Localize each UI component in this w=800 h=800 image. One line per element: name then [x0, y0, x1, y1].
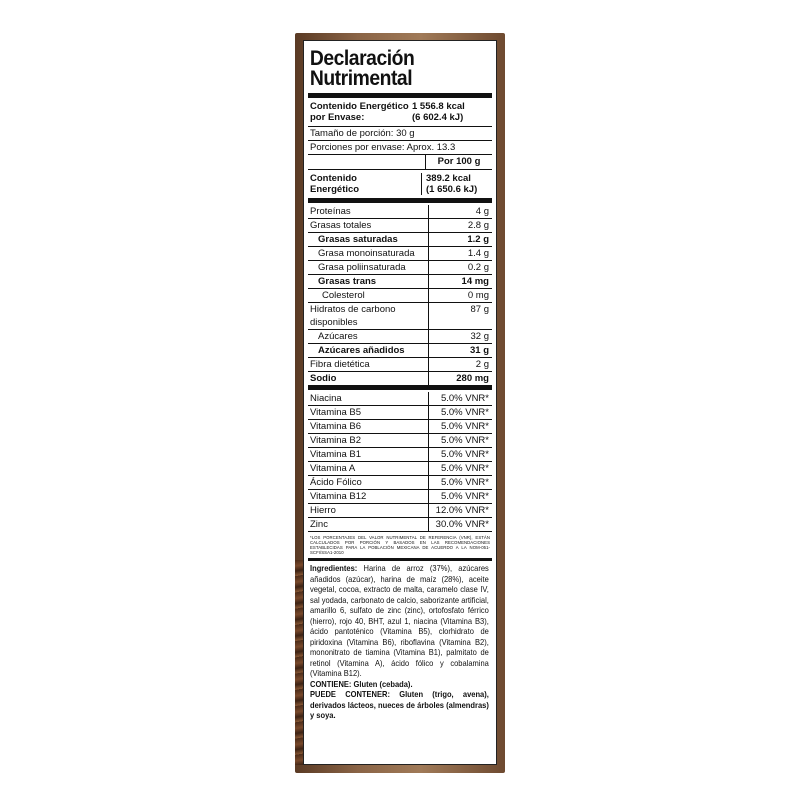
table-row [308, 275, 492, 289]
nutrient-value: 30.0% VNR* [428, 518, 492, 531]
serving-size: Tamaño de porción: 30 g [310, 128, 415, 139]
nutrient-value: 5.0% VNR* [428, 462, 492, 475]
nutrient-value: 31 g [428, 344, 492, 357]
energy-100-kj: (1 650.6 kJ) [426, 184, 478, 195]
nutrient-name: Vitamina B1 [310, 449, 362, 460]
energy-pkg-label-2: por Envase: [310, 112, 365, 123]
nutrient-name: Vitamina B6 [310, 421, 362, 432]
servings-per-package: Porciones por envase: Aprox. 13.3 [310, 142, 456, 153]
table-row [308, 518, 492, 531]
ingredients-label: Ingredientes: [310, 564, 358, 573]
energy-per-100g [308, 170, 492, 198]
table-row [308, 247, 492, 261]
table-row [308, 448, 492, 462]
allergen-contains: CONTIENE: Gluten (cebada). [310, 679, 413, 689]
nutrient-name: Fibra dietética [310, 359, 370, 370]
nutrient-name: Ácido Fólico [310, 477, 362, 488]
table-row [308, 372, 492, 385]
table-row [308, 205, 492, 219]
nutrient-name: Vitamina B5 [310, 407, 362, 418]
nutrient-value: 5.0% VNR* [428, 420, 492, 433]
title-line-2: Nutrimental [309, 67, 413, 90]
energy-100-kcal: 389.2 kcal [426, 173, 471, 184]
table-row [308, 261, 492, 275]
nutrient-value: 2 g [428, 358, 492, 371]
nutrient-name: Azúcares [318, 331, 358, 342]
divider-thick [308, 385, 492, 390]
table-row [308, 504, 492, 518]
nutrient-value: 280 mg [428, 372, 492, 385]
energy-pkg-label-1: Contenido Energético [310, 101, 409, 112]
ingredients-block [308, 561, 492, 722]
nutrient-value: 0.2 g [428, 261, 492, 274]
table-row [308, 330, 492, 344]
energy-100-label-1: Contenido [310, 173, 357, 184]
nutrient-table [308, 205, 492, 385]
energy-pkg-kj: (6 602.4 kJ) [412, 112, 464, 123]
nutrient-value: 87 g [428, 303, 492, 329]
table-row [308, 344, 492, 358]
nutrient-name: Vitamina B12 [310, 491, 367, 502]
table-row [308, 289, 492, 303]
nutrient-name: Hierro [310, 505, 336, 516]
nutrient-value: 1.4 g [428, 247, 492, 260]
nutrient-name: Grasa poliinsaturada [318, 262, 406, 273]
nutrient-value: 4 g [428, 205, 492, 218]
table-row [308, 392, 492, 406]
table-row [308, 219, 492, 233]
nutrient-name: Colesterol [322, 290, 365, 301]
nutrient-name: Vitamina B2 [310, 435, 362, 446]
nutrient-value: 5.0% VNR* [428, 490, 492, 503]
nutrient-name: Grasas saturadas [318, 234, 398, 245]
table-row [308, 420, 492, 434]
nutrient-value: 14 mg [428, 275, 492, 288]
per-100g-label: Por 100 g [425, 155, 492, 169]
table-row [308, 233, 492, 247]
table-row [308, 303, 492, 330]
nutrient-name: Grasas totales [310, 220, 372, 231]
nutrient-value: 5.0% VNR* [428, 434, 492, 447]
nutrient-value: 5.0% VNR* [428, 392, 492, 405]
per-100g-header [308, 155, 492, 169]
nutrient-name: Hidratos de carbono disponibles [310, 304, 396, 328]
nutrient-value: 0 mg [428, 289, 492, 302]
nutrient-name: Niacina [310, 393, 342, 404]
nutrient-value: 2.8 g [428, 219, 492, 232]
energy-per-package [308, 98, 492, 126]
ingredients-text: Harina de arroz (37%), azúcares añadidos (azúcar), harina de maíz (28%), aceite vegetal, cocoa, extracto de malta, caramelo clase IV, sal yodada, carbonato de calcio, saborizante artificial, amarillo 6, sulfato de zinc (zinc), ortofosfato férrico (hierro), rojo 40, BHT, azul 1, niacina (Vitamina B3), ácido pantoténico (Vitamina B5), clorhidrato de piridoxina (Vitamina B6), riboflavina (Vitamina B2), mononitrato de tiamina (Vitamina B1), palmitato de retinol (Vitamina A), ácido fólico y cobalamina (Vitamina B12). [310, 564, 489, 678]
nutrient-name: Azúcares añadidos [318, 345, 405, 356]
nutrient-name: Sodio [310, 373, 337, 384]
divider-thick [308, 198, 492, 203]
nutrient-value: 32 g [428, 330, 492, 343]
nutrition-label [303, 40, 497, 765]
title-line-1: Declaración [309, 47, 415, 70]
table-row [308, 406, 492, 420]
nutrient-name: Proteínas [310, 206, 351, 217]
nutrient-value: 12.0% VNR* [428, 504, 492, 517]
nutrient-value: 5.0% VNR* [428, 406, 492, 419]
energy-pkg-kcal: 1 556.8 kcal [412, 101, 465, 112]
table-row [308, 476, 492, 490]
nutrient-name: Grasas trans [318, 276, 377, 287]
nutrient-value: 5.0% VNR* [428, 448, 492, 461]
vnr-footnote: *LOS PORCENTAJES DEL VALOR NUTRIMENTAL DE REFERENCIA (VNR), ESTÁN CALCULADOS POR PORCIÓN Y BASADOS EN LAS RECOMENDACIONES ESTABLECIDAS PARA LA POBLACIÓN MEXICANA DE ACUERDO A LA NOM-051-SCFI/SSA1-2010 [310, 535, 490, 555]
table-row [308, 462, 492, 476]
energy-100-label-2: Energético [310, 184, 360, 195]
table-row [308, 358, 492, 372]
label-title [308, 44, 477, 93]
nutrient-name: Vitamina A [310, 463, 356, 474]
table-row [308, 490, 492, 504]
vitamin-table [308, 392, 492, 531]
nutrient-name: Zinc [310, 519, 328, 530]
allergen-may-contain: PUEDE CONTENER: Gluten (trigo, avena), derivados lácteos, nueces de árboles (almendras) y soya. [310, 690, 489, 720]
nutrient-value: 1.2 g [428, 233, 492, 246]
nutrient-name: Grasa monoinsaturada [318, 248, 415, 259]
nutrient-value: 5.0% VNR* [428, 476, 492, 489]
table-row [308, 434, 492, 448]
